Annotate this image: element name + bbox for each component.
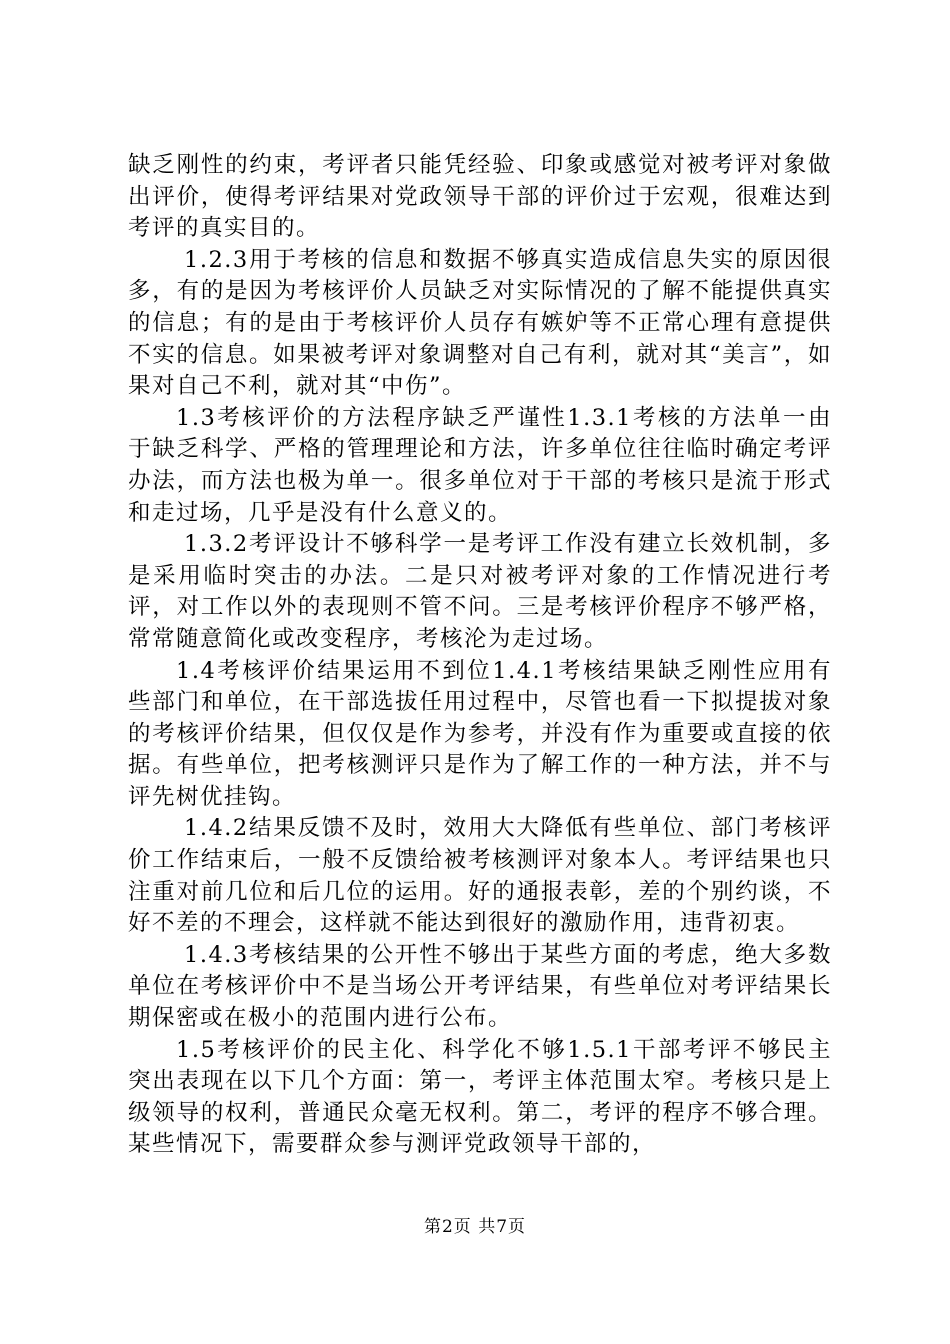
paragraph-continuation: 缺乏刚性的约束，考评者只能凭经验、印象或感觉对被考评对象做出评价，使得考评结果对党政领导干部的评价过于宏观，很难达到考评的真实目的。 [128, 152, 832, 242]
paragraph-1-2-3: 1.2.3用于考核的信息和数据不够真实造成信息失实的原因很多，有的是因为考核评价人员缺乏对实际情况的了解不能提供真实的信息；有的是由于考核评价人员存有嫉妒等不正常心理有意提供不实的信息。如果被考评对象调整对自己有利，就对其“美言”，如果对自己不利，就对其“中伤”。 [128, 246, 832, 400]
paragraph-1-4-3: 1.4.3考核结果的公开性不够出于某些方面的考虑，绝大多数单位在考核评价中不是当场公开考评结果，有些单位对考评结果长期保密或在极小的范围内进行公布。 [128, 941, 832, 1032]
paragraph-1-3: 1.3考核评价的方法程序缺乏严谨性1.3.1考核的方法单一由于缺乏科学、严格的管理理论和方法，许多单位往往临时确定考评办法，而方法也极为单一。很多单位对于干部的考核只是流于形式和走过场，几乎是没有什么意义的。 [128, 404, 832, 526]
paragraph-1-3-2: 1.3.2考评设计不够科学一是考评工作没有建立长效机制，多是采用临时突击的办法。二是只对被考评对象的工作情况进行考评，对工作以外的表现则不管不问。三是考核评价程序不够严格，常常随意简化或改变程序，考核沦为走过场。 [128, 531, 832, 652]
paragraph-1-4: 1.4考核评价结果运用不到位1.4.1考核结果缺乏刚性应用有些部门和单位，在干部选拔任用过程中，尽管也看一下拟提拔对象的考核评价结果，但仅仅是作为参考，并没有作为重要或直接的依据。有些单位，把考核测评只是作为了解工作的一种方法，并不与评先树优挂钩。 [128, 657, 832, 810]
paragraph-1-5: 1.5考核评价的民主化、科学化不够1.5.1干部考评不够民主突出表现在以下几个方面：第一，考评主体范围太窄。考核只是上级领导的权利，普通民众毫无权利。第二，考评的程序不够合理。某些情况下，需要群众参与测评党政领导干部的， [128, 1036, 832, 1158]
page-number-footer: 第2页 共7页 [423, 1217, 527, 1237]
document-body [128, 150, 832, 1161]
paragraph-1-4-2: 1.4.2结果反馈不及时，效用大大降低有些单位、部门考核评价工作结束后，一般不反馈给被考核测评对象本人。考评结果也只注重对前几位和后几位的运用。好的通报表彰，差的个别约谈，不好不差的不理会，这样就不能达到很好的激励作用，违背初衷。 [128, 815, 832, 937]
